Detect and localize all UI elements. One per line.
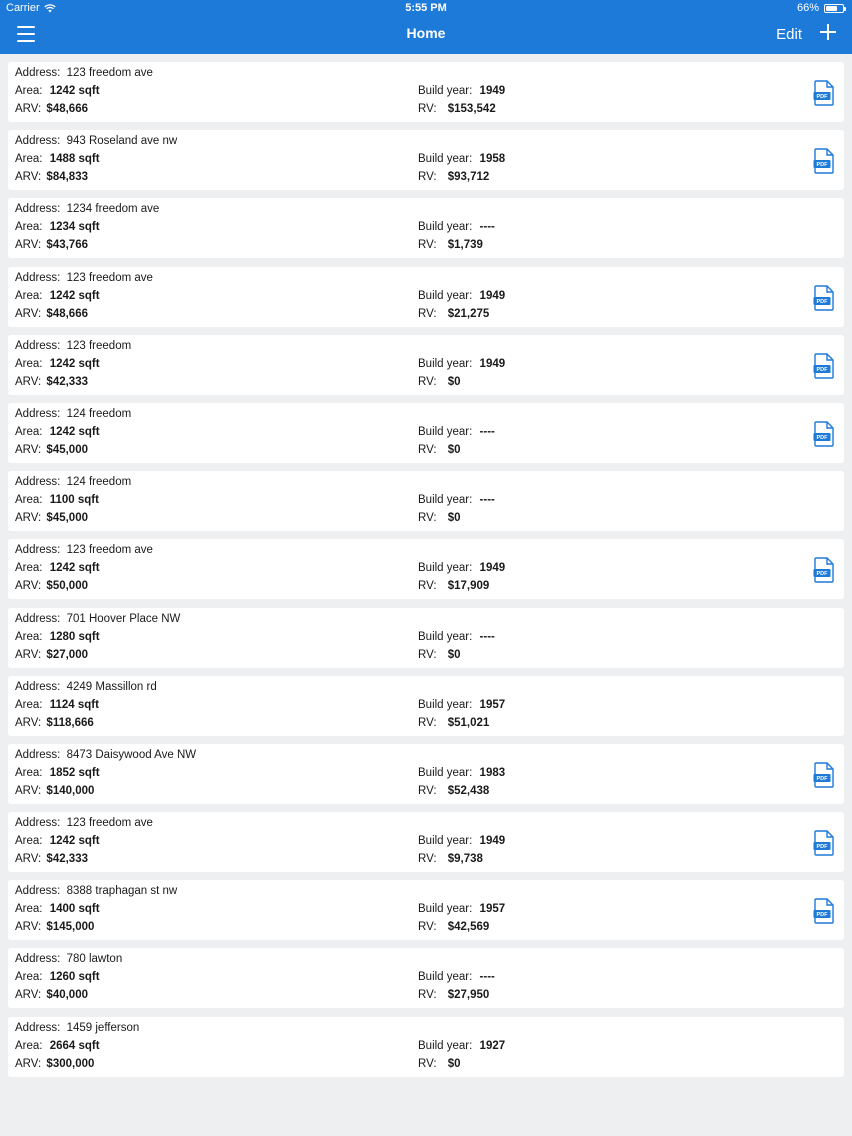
property-card[interactable] bbox=[8, 948, 844, 1008]
build-year-label: Build year: bbox=[418, 221, 473, 234]
rv-row bbox=[418, 989, 489, 1001]
address-value: 123 freedom ave bbox=[66, 544, 153, 557]
area-label: Area: bbox=[15, 1039, 43, 1052]
pdf-file-icon[interactable] bbox=[813, 285, 835, 311]
navigation-bar bbox=[0, 18, 852, 54]
build-year-value: 1927 bbox=[479, 1039, 506, 1052]
area-row bbox=[15, 358, 100, 370]
build-year-value: 1949 bbox=[479, 835, 506, 848]
property-card[interactable] bbox=[8, 539, 844, 599]
build-year-row bbox=[418, 494, 495, 506]
property-card[interactable] bbox=[8, 62, 844, 122]
rv-row bbox=[418, 171, 489, 183]
address-label: Address: bbox=[15, 680, 61, 693]
area-row bbox=[15, 1040, 100, 1052]
area-label: Area: bbox=[15, 153, 43, 166]
battery-icon bbox=[824, 4, 844, 13]
build-year-row bbox=[418, 1040, 505, 1052]
edit-button[interactable]: Edit bbox=[776, 26, 802, 43]
address-value: 123 freedom ave bbox=[66, 67, 153, 79]
build-year-label: Build year: bbox=[418, 698, 473, 711]
build-year-row bbox=[418, 221, 495, 233]
build-year-row bbox=[418, 290, 505, 302]
rv-value: $0 bbox=[447, 512, 461, 525]
area-row bbox=[15, 153, 100, 165]
area-label: Area: bbox=[15, 903, 43, 916]
area-label: Area: bbox=[15, 221, 43, 234]
rv-label: RV: bbox=[418, 239, 437, 252]
rv-label: RV: bbox=[418, 171, 437, 184]
address-value: 701 Hoover Place NW bbox=[66, 612, 181, 625]
area-value: 2664 sqft bbox=[49, 1039, 100, 1052]
arv-row bbox=[15, 444, 88, 456]
rv-value: $27,950 bbox=[447, 989, 490, 1002]
arv-value: $42,333 bbox=[46, 375, 88, 388]
rv-label: RV: bbox=[418, 307, 437, 320]
address-row bbox=[15, 67, 153, 79]
property-card[interactable] bbox=[8, 1017, 844, 1077]
pdf-file-icon[interactable] bbox=[813, 80, 835, 106]
arv-row bbox=[15, 785, 94, 797]
address-label: Address: bbox=[15, 203, 61, 216]
build-year-row bbox=[418, 699, 505, 711]
area-value: 1100 sqft bbox=[49, 494, 99, 507]
area-value: 1234 sqft bbox=[49, 221, 100, 234]
property-card[interactable] bbox=[8, 812, 844, 872]
build-year-value: ---- bbox=[479, 221, 495, 234]
arv-label: ARV: bbox=[15, 1057, 42, 1070]
build-year-value: 1957 bbox=[479, 698, 506, 711]
arv-value: $145,000 bbox=[46, 921, 95, 934]
rv-value: $1,739 bbox=[447, 239, 483, 252]
area-value: 1260 sqft bbox=[49, 971, 100, 984]
build-year-value: 1949 bbox=[479, 289, 506, 302]
build-year-label: Build year: bbox=[418, 835, 473, 848]
address-value: 943 Roseland ave nw bbox=[66, 135, 178, 148]
arv-row bbox=[15, 717, 94, 729]
battery-indicator bbox=[797, 2, 844, 14]
rv-label: RV: bbox=[418, 1057, 437, 1070]
area-label: Area: bbox=[15, 425, 43, 438]
address-row bbox=[15, 817, 153, 829]
rv-row bbox=[418, 444, 461, 456]
rv-value: $17,909 bbox=[447, 580, 490, 593]
arv-row bbox=[15, 989, 88, 1001]
area-value: 1400 sqft bbox=[49, 903, 100, 916]
build-year-label: Build year: bbox=[418, 562, 473, 575]
property-card[interactable] bbox=[8, 608, 844, 668]
build-year-row bbox=[418, 358, 505, 370]
build-year-value: ---- bbox=[479, 494, 495, 507]
rv-value: $9,738 bbox=[447, 853, 483, 866]
page-title: Home bbox=[406, 25, 446, 41]
pdf-file-icon[interactable] bbox=[813, 148, 835, 174]
area-value: 1124 sqft bbox=[49, 698, 99, 711]
top-bar bbox=[0, 0, 852, 54]
address-row bbox=[15, 203, 159, 215]
area-row bbox=[15, 631, 100, 643]
arv-value: $84,833 bbox=[46, 171, 88, 184]
arv-label: ARV: bbox=[15, 648, 42, 661]
arv-row bbox=[15, 649, 88, 661]
area-value: 1242 sqft bbox=[49, 562, 100, 575]
address-row bbox=[15, 408, 131, 420]
area-value: 1242 sqft bbox=[49, 357, 100, 370]
address-label: Address: bbox=[15, 339, 61, 352]
arv-label: ARV: bbox=[15, 512, 42, 525]
property-card[interactable] bbox=[8, 471, 844, 531]
address-row bbox=[15, 953, 122, 965]
area-label: Area: bbox=[15, 971, 43, 984]
area-value: 1242 sqft bbox=[49, 85, 100, 97]
arv-value: $40,000 bbox=[46, 989, 88, 1002]
pdf-icon-label: PDF bbox=[816, 844, 828, 851]
property-card[interactable] bbox=[8, 130, 844, 190]
rv-row bbox=[418, 1058, 461, 1070]
add-icon[interactable] bbox=[820, 24, 836, 40]
pdf-file-icon[interactable] bbox=[813, 830, 835, 856]
arv-label: ARV: bbox=[15, 375, 42, 388]
address-value: 1234 freedom ave bbox=[66, 203, 160, 216]
property-card[interactable] bbox=[8, 880, 844, 940]
area-value: 1242 sqft bbox=[49, 289, 100, 302]
address-label: Address: bbox=[15, 748, 61, 761]
address-label: Address: bbox=[15, 407, 61, 420]
address-row bbox=[15, 749, 196, 761]
area-label: Area: bbox=[15, 289, 43, 302]
address-row bbox=[15, 544, 153, 556]
build-year-value: ---- bbox=[479, 971, 495, 984]
address-label: Address: bbox=[15, 953, 61, 966]
rv-label: RV: bbox=[418, 375, 437, 388]
arv-value: $45,000 bbox=[46, 443, 88, 456]
build-year-label: Build year: bbox=[418, 971, 473, 984]
rv-label: RV: bbox=[418, 784, 437, 797]
arv-value: $118,666 bbox=[46, 716, 94, 729]
area-label: Area: bbox=[15, 562, 43, 575]
build-year-label: Build year: bbox=[418, 494, 473, 507]
arv-value: $27,000 bbox=[46, 648, 88, 661]
rv-label: RV: bbox=[418, 512, 437, 525]
battery-fill bbox=[826, 6, 837, 11]
area-label: Area: bbox=[15, 494, 43, 507]
rv-row bbox=[418, 580, 489, 592]
arv-value: $140,000 bbox=[46, 784, 95, 797]
status-bar bbox=[0, 0, 852, 18]
area-row bbox=[15, 699, 99, 711]
address-value: 123 freedom ave bbox=[66, 271, 153, 284]
address-row bbox=[15, 340, 131, 352]
build-year-label: Build year: bbox=[418, 357, 473, 370]
address-row bbox=[15, 885, 177, 897]
build-year-label: Build year: bbox=[418, 153, 473, 166]
rv-label: RV: bbox=[418, 580, 437, 593]
rv-value: $42,569 bbox=[447, 921, 490, 934]
build-year-row bbox=[418, 153, 505, 165]
build-year-row bbox=[418, 903, 505, 915]
rv-value: $51,021 bbox=[447, 716, 490, 729]
build-year-value: 1957 bbox=[479, 903, 506, 916]
area-row bbox=[15, 767, 100, 779]
address-value: 8473 Daisywood Ave NW bbox=[66, 748, 197, 761]
build-year-value: 1983 bbox=[479, 766, 506, 779]
arv-value: $43,766 bbox=[46, 239, 88, 252]
rv-value: $0 bbox=[447, 443, 461, 456]
build-year-row bbox=[418, 631, 495, 643]
rv-row bbox=[418, 376, 461, 388]
address-row bbox=[15, 613, 180, 625]
address-value: 4249 Massillon rd bbox=[66, 680, 157, 693]
pdf-icon-label: PDF bbox=[816, 298, 828, 305]
arv-row bbox=[15, 239, 88, 251]
address-row bbox=[15, 135, 177, 147]
build-year-row bbox=[418, 767, 505, 779]
hamburger-menu-icon[interactable] bbox=[17, 26, 35, 42]
area-row bbox=[15, 562, 100, 574]
build-year-row bbox=[418, 85, 505, 97]
arv-label: ARV: bbox=[15, 171, 42, 184]
rv-value: $0 bbox=[447, 1057, 461, 1070]
pdf-file-icon[interactable] bbox=[813, 353, 835, 379]
rv-row bbox=[418, 921, 489, 933]
address-label: Address: bbox=[15, 885, 61, 898]
rv-row bbox=[418, 717, 489, 729]
area-row bbox=[15, 903, 100, 915]
arv-label: ARV: bbox=[15, 716, 42, 729]
area-row bbox=[15, 835, 100, 847]
rv-value: $52,438 bbox=[447, 784, 490, 797]
address-label: Address: bbox=[15, 612, 61, 625]
build-year-label: Build year: bbox=[418, 766, 473, 779]
arv-label: ARV: bbox=[15, 784, 42, 797]
address-row bbox=[15, 272, 153, 284]
address-label: Address: bbox=[15, 271, 61, 284]
property-card[interactable] bbox=[8, 335, 844, 395]
rv-label: RV: bbox=[418, 103, 437, 115]
rv-value: $21,275 bbox=[447, 307, 490, 320]
address-label: Address: bbox=[15, 1021, 61, 1034]
rv-label: RV: bbox=[418, 853, 437, 866]
arv-label: ARV: bbox=[15, 853, 42, 866]
arv-row bbox=[15, 512, 88, 524]
build-year-label: Build year: bbox=[418, 1039, 473, 1052]
arv-label: ARV: bbox=[15, 989, 42, 1002]
property-card[interactable] bbox=[8, 267, 844, 327]
build-year-value: ---- bbox=[479, 630, 495, 643]
address-label: Address: bbox=[15, 135, 61, 148]
arv-value: $300,000 bbox=[46, 1057, 95, 1070]
address-value: 123 freedom bbox=[66, 339, 132, 352]
area-value: 1242 sqft bbox=[49, 835, 100, 848]
arv-value: $45,000 bbox=[46, 512, 88, 525]
area-row bbox=[15, 426, 100, 438]
pdf-icon-label: PDF bbox=[816, 571, 828, 578]
build-year-row bbox=[418, 562, 505, 574]
arv-label: ARV: bbox=[15, 580, 42, 593]
build-year-value: 1949 bbox=[479, 85, 506, 97]
carrier-label: Carrier bbox=[6, 2, 40, 14]
rv-value: $0 bbox=[447, 375, 461, 388]
address-row bbox=[15, 476, 131, 488]
rv-row bbox=[418, 308, 489, 320]
rv-row bbox=[418, 853, 483, 865]
pdf-file-icon[interactable] bbox=[813, 762, 835, 788]
pdf-file-icon[interactable] bbox=[813, 421, 835, 447]
property-list bbox=[8, 62, 844, 1085]
property-card[interactable] bbox=[8, 403, 844, 463]
address-label: Address: bbox=[15, 476, 61, 489]
arv-value: $48,666 bbox=[46, 307, 88, 320]
build-year-label: Build year: bbox=[418, 630, 473, 643]
address-row bbox=[15, 1022, 139, 1034]
arv-value: $48,666 bbox=[46, 103, 88, 115]
area-value: 1280 sqft bbox=[49, 630, 100, 643]
build-year-value: 1949 bbox=[479, 562, 506, 575]
pdf-icon-label: PDF bbox=[816, 912, 828, 919]
arv-label: ARV: bbox=[15, 307, 42, 320]
area-row bbox=[15, 971, 100, 983]
arv-row bbox=[15, 1058, 94, 1070]
area-label: Area: bbox=[15, 357, 43, 370]
property-card[interactable] bbox=[8, 676, 844, 736]
rv-label: RV: bbox=[418, 443, 437, 456]
address-label: Address: bbox=[15, 544, 61, 557]
area-label: Area: bbox=[15, 698, 43, 711]
build-year-value: 1949 bbox=[479, 357, 506, 370]
area-value: 1488 sqft bbox=[49, 153, 100, 166]
build-year-label: Build year: bbox=[418, 903, 473, 916]
build-year-value: ---- bbox=[479, 425, 495, 438]
arv-row bbox=[15, 308, 88, 320]
pdf-icon-label: PDF bbox=[816, 366, 828, 373]
arv-label: ARV: bbox=[15, 103, 42, 115]
arv-label: ARV: bbox=[15, 239, 42, 252]
rv-row bbox=[418, 785, 489, 797]
arv-row bbox=[15, 580, 88, 592]
arv-value: $42,333 bbox=[46, 853, 88, 866]
build-year-label: Build year: bbox=[418, 85, 473, 97]
rv-row bbox=[418, 512, 461, 524]
rv-row bbox=[418, 103, 496, 115]
arv-row bbox=[15, 171, 88, 183]
rv-label: RV: bbox=[418, 648, 437, 661]
area-label: Area: bbox=[15, 766, 43, 779]
arv-label: ARV: bbox=[15, 921, 42, 934]
area-value: 1242 sqft bbox=[49, 425, 100, 438]
address-row bbox=[15, 681, 157, 693]
build-year-row bbox=[418, 971, 495, 983]
arv-row bbox=[15, 103, 88, 115]
pdf-icon-label: PDF bbox=[816, 162, 828, 169]
address-value: 1459 jefferson bbox=[66, 1021, 140, 1034]
address-label: Address: bbox=[15, 67, 61, 79]
pdf-icon-label: PDF bbox=[816, 94, 828, 101]
address-value: 780 lawton bbox=[66, 953, 123, 966]
rv-row bbox=[418, 649, 461, 661]
area-row bbox=[15, 85, 100, 97]
address-value: 123 freedom ave bbox=[66, 817, 153, 830]
area-label: Area: bbox=[15, 835, 43, 848]
rv-label: RV: bbox=[418, 716, 437, 729]
rv-label: RV: bbox=[418, 989, 437, 1002]
arv-label: ARV: bbox=[15, 443, 42, 456]
rv-value: $0 bbox=[447, 648, 461, 661]
arv-row bbox=[15, 921, 94, 933]
address-value: 124 freedom bbox=[66, 407, 132, 420]
area-label: Area: bbox=[15, 85, 43, 97]
address-value: 124 freedom bbox=[66, 476, 132, 489]
build-year-label: Build year: bbox=[418, 425, 473, 438]
battery-percent: 66% bbox=[796, 2, 819, 14]
arv-row bbox=[15, 376, 88, 388]
address-value: 8388 traphagan st nw bbox=[66, 885, 178, 898]
rv-label: RV: bbox=[418, 921, 437, 934]
pdf-icon-label: PDF bbox=[816, 435, 828, 442]
address-label: Address: bbox=[15, 817, 61, 830]
arv-value: $50,000 bbox=[46, 580, 88, 593]
arv-row bbox=[15, 853, 88, 865]
build-year-row bbox=[418, 426, 495, 438]
rv-value: $93,712 bbox=[447, 171, 490, 184]
rv-row bbox=[418, 239, 483, 251]
pdf-icon-label: PDF bbox=[816, 776, 828, 783]
build-year-value: 1958 bbox=[479, 153, 506, 166]
area-row bbox=[15, 221, 100, 233]
pdf-file-icon[interactable] bbox=[813, 898, 835, 924]
status-time: 5:55 PM bbox=[405, 2, 447, 14]
area-row bbox=[15, 494, 99, 506]
area-row bbox=[15, 290, 100, 302]
rv-value: $153,542 bbox=[447, 103, 496, 115]
area-value: 1852 sqft bbox=[49, 766, 100, 779]
property-card[interactable] bbox=[8, 744, 844, 804]
pdf-file-icon[interactable] bbox=[813, 557, 835, 583]
area-label: Area: bbox=[15, 630, 43, 643]
build-year-row bbox=[418, 835, 505, 847]
property-card[interactable] bbox=[8, 198, 844, 258]
build-year-label: Build year: bbox=[418, 289, 473, 302]
